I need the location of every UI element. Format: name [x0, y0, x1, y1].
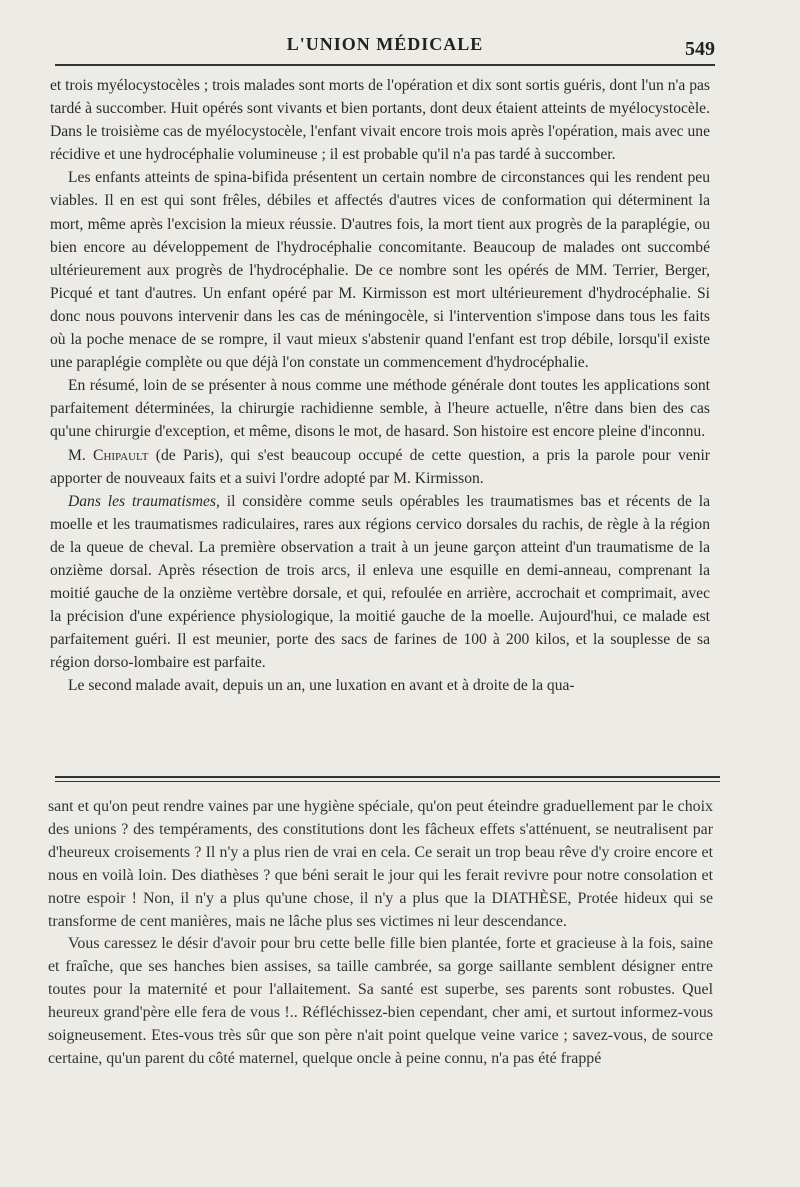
article-paragraph-5-text: il considère comme seuls opérables les traumatismes bas et récents de la moelle et les traumatismes radiculaires, rares aux régions cervico dorsales du rachis, de règle à la région de la queue de cheval. La première observation a trait à un jeune garçon atteint d'un traumatisme de la onzième dorsal. Après résection de trois arcs, il enleva une esquille en demi-anneau, comprenant la moitié gauche de la onzième vertèbre dorsale, et qui, refoulée en arrière, accrochait et comprimait, avec la précision d'une expérience physiologique, la moitié gauche de la moelle. Aujourd'hui, ce malade est parfaitement guéri. Il est meunier, porte des sacs de farines de 100 à 200 kilos, et la souplesse de sa région dorso-lombaire est parfaite.: [50, 492, 710, 672]
feuilleton-paragraph-1: sant et qu'on peut rendre vaines par une hygiène spéciale, qu'on peut éteindre graduellement par le choix des unions ? des tempéraments, des constitutions dont les fâcheux effets s'atténuent, se neutralisent par d'heureux croisements ? Il n'y a plus rien de vrai en cela. Ce serait un trop beau rêve d'y croire encore et nous en voilà loin. Des diathèses ? que béni serait le jour qui les ferait revivre pour notre consolation et notre espoir ! Non, il n'y a plus qu'une chose, il n'y a plus que la DIATHÈSE, Protée hideux qui se transforme de cent manières, mais ne lâche plus ses victimes ni leur descendance.: [48, 798, 713, 930]
article-paragraph-4: [50, 444, 710, 490]
article-paragraph-6: Le second malade avait, depuis un an, une luxation en avant et à droite de la qua-: [68, 677, 575, 695]
page-header: [55, 32, 715, 66]
feuilleton-body: [48, 796, 713, 1071]
article-paragraph-3: En résumé, loin de se présenter à nous comme une méthode générale dont toutes les applications sont parfaitement déterminées, la chirurgie rachidienne semble, à l'heure actuelle, n'être dans bien des cas qu'une chirurgie d'exception, et même, disons le mot, de hasard. Son histoire est encore pleine d'inconnu.: [50, 377, 710, 441]
article-paragraph-5: [50, 490, 710, 675]
section-lead-italic: Dans les traumatismes,: [68, 492, 220, 510]
feuilleton-separator-thin: [55, 781, 720, 782]
feuilleton-separator: [55, 776, 720, 778]
article-paragraph-4-text: (de Paris), qui s'est beaucoup occupé de cette question, a pris la parole pour venir apporter de nouveaux faits et a suivi l'ordre adopté par M. Kirmisson.: [50, 446, 710, 487]
header-rule: [55, 64, 715, 66]
article-body: [50, 74, 710, 698]
article-paragraph-2: Les enfants atteints de spina-bifida présentent un certain nombre de circonstances qui les rendent peu viables. Il en est qui sont frêles, débiles et affectés d'autres vices de conformation qui déterminent la mort, même après l'excision la mieux réussie. D'autres fois, la mort tient aux progrès de la paraplégie, ou bien encore au développement de l'hydrocéphalie concomitante. Beaucoup de malades ont succombé ultérieurement aux progrès de l'hydrocéphalie. De ce nombre sont les opérés de MM. Terrier, Berger, Picqué et tant d'autres. Un enfant opéré par M. Kirmisson est mort ultérieurement d'hydrocéphalie. Si donc nous pouvons intervenir dans les cas de méningocèle, si l'intervention s'impose dans tous les faits où la poche menace de se rompre, il vaut mieux s'abstenir quand l'enfant est trop débile, lorsqu'il existe une paraplégie complète ou que déjà l'on constate un commencement d'hydrocéphalie.: [50, 169, 710, 372]
page-number: 549: [685, 38, 715, 60]
feuilleton-paragraph-2: Vous caressez le désir d'avoir pour bru cette belle fille bien plantée, forte et gracieuse à la fois, saine et fraîche, que ses hanches bien assises, sa taille cambrée, sa gorge saillante semblent désigner entre toutes pour la maternité et pour l'allaitement. Sa santé est superbe, ses parents sont robustes. Quel heureux grand'père elle fera de vous !.. Réfléchissez-bien cependant, cher ami, et surtout informez-vous soigneusement. Etes-vous très sûr que son père n'ait point quelque veine varice ; savez-vous, de source certaine, qu'un parent du côté maternel, quelque oncle à peine connu, n'a pas été frappé: [48, 935, 713, 1067]
running-title: L'UNION MÉDICALE: [286, 34, 484, 54]
article-paragraph-1: et trois myélocystocèles ; trois malades sont morts de l'opération et dix sont sortis guéris, dont l'un n'a pas tardé à succomber. Huit opérés sont vivants et bien portants, dont deux étaient atteints de myélocystocèle. Dans le troisième cas de myélocystocèle, l'enfant vivait encore trois mois après l'opération, mais avec une récidive et une hydrocéphalie volumineuse ; il est probable qu'il n'a pas tardé à succomber.: [50, 77, 710, 164]
speaker-name: M. Chipault: [68, 446, 149, 464]
